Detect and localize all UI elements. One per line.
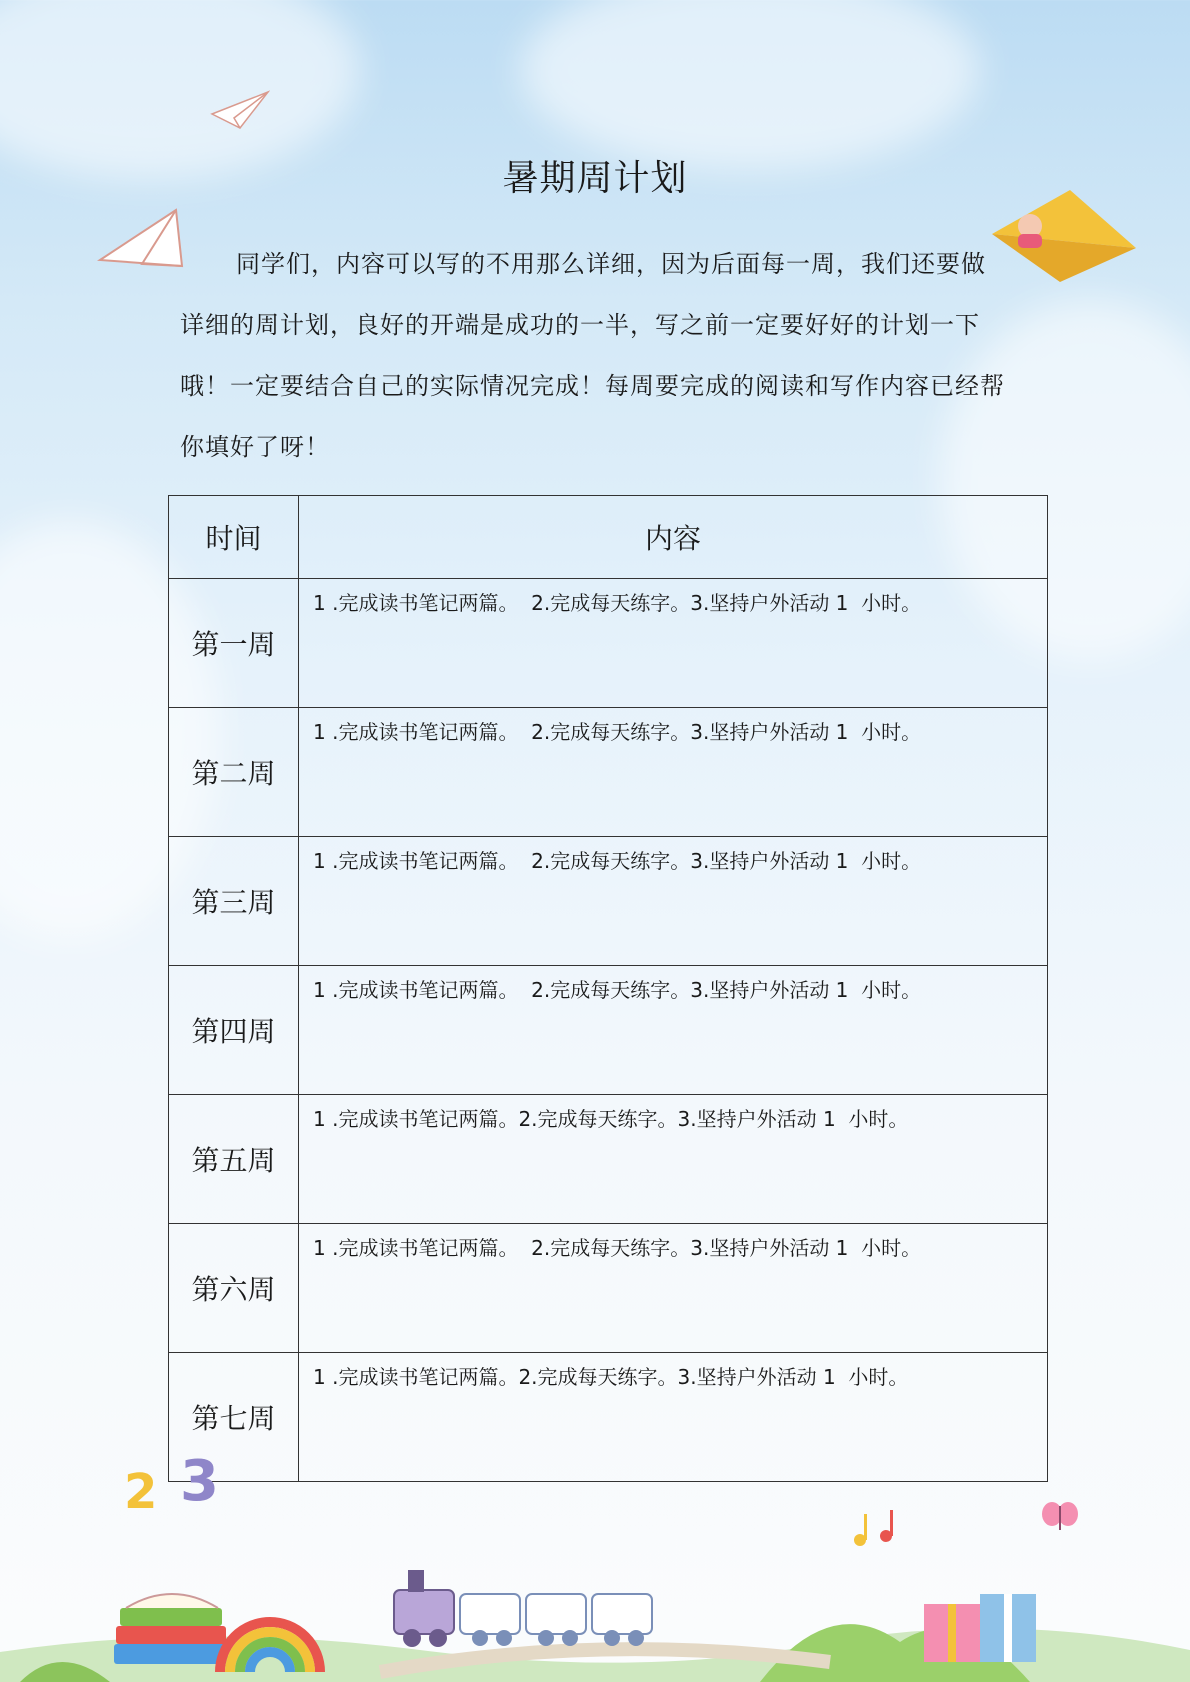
intro-paragraph: 同学们，内容可以写的不用那么详细，因为后面每一周，我们还要做详细的周计划，良好的开端是成功的一半，写之前一定要好好的计划一下哦！一定要结合自己的实际情况完成！每周要完成的阅读和写作内容已经帮你填好了呀！ xyxy=(180,250,1005,461)
week-content: 1 .完成读书笔记两篇。 2.完成每天练字。3.坚持户外活动 1 小时。 xyxy=(299,837,1048,966)
page-title: 暑期周计划 xyxy=(502,158,688,199)
week-label: 第四周 xyxy=(169,966,299,1095)
svg-text:2: 2 xyxy=(124,1464,158,1520)
week-content: 1 .完成读书笔记两篇。 2.完成每天练字。3.坚持户外活动 1 小时。 xyxy=(299,966,1048,1095)
header-time: 时间 xyxy=(169,496,299,579)
table-row xyxy=(169,966,1048,1095)
table-row xyxy=(169,837,1048,966)
week-label: 第二周 xyxy=(169,708,299,837)
yellow-paper-plane-icon xyxy=(990,186,1140,286)
weekly-plan-table xyxy=(168,495,1048,1482)
rainbow-icon xyxy=(210,1592,330,1672)
week-content: 1 .完成读书笔记两篇。 2.完成每天练字。3.坚持户外活动 1 小时。 xyxy=(299,1224,1048,1353)
week-label: 第一周 xyxy=(169,579,299,708)
week-content: 1 .完成读书笔记两篇。 2.完成每天练字。3.坚持户外活动 1 小时。 xyxy=(299,708,1048,837)
toy-train-icon xyxy=(390,1560,690,1650)
week-content: 1 .完成读书笔记两篇。 2.完成每天练字。3.坚持户外活动 1 小时。 xyxy=(299,579,1048,708)
week-content: 1 .完成读书笔记两篇。2.完成每天练字。3.坚持户外活动 1 小时。 xyxy=(299,1095,1048,1224)
svg-text:3: 3 xyxy=(180,1449,219,1514)
week-label: 第三周 xyxy=(169,837,299,966)
week-content: 1 .完成读书笔记两篇。2.完成每天练字。3.坚持户外活动 1 小时。 xyxy=(299,1353,1048,1482)
cloud xyxy=(520,0,980,170)
butterfly-icon xyxy=(1040,1500,1080,1534)
table-row xyxy=(169,1353,1048,1482)
week-label: 第七周 xyxy=(169,1353,299,1482)
gift-box-icon xyxy=(920,1570,1040,1666)
table-row xyxy=(169,1095,1048,1224)
table-header-row xyxy=(169,496,1048,579)
table-row xyxy=(169,1224,1048,1353)
paper-plane-icon xyxy=(210,88,270,132)
table-row xyxy=(169,708,1048,837)
table-row xyxy=(169,579,1048,708)
week-label: 第六周 xyxy=(169,1224,299,1353)
music-note-icon xyxy=(850,1508,900,1548)
number-blocks-icon xyxy=(120,1448,230,1528)
week-label: 第五周 xyxy=(169,1095,299,1224)
paper-plane-icon xyxy=(96,206,186,272)
header-content: 内容 xyxy=(299,496,1048,579)
